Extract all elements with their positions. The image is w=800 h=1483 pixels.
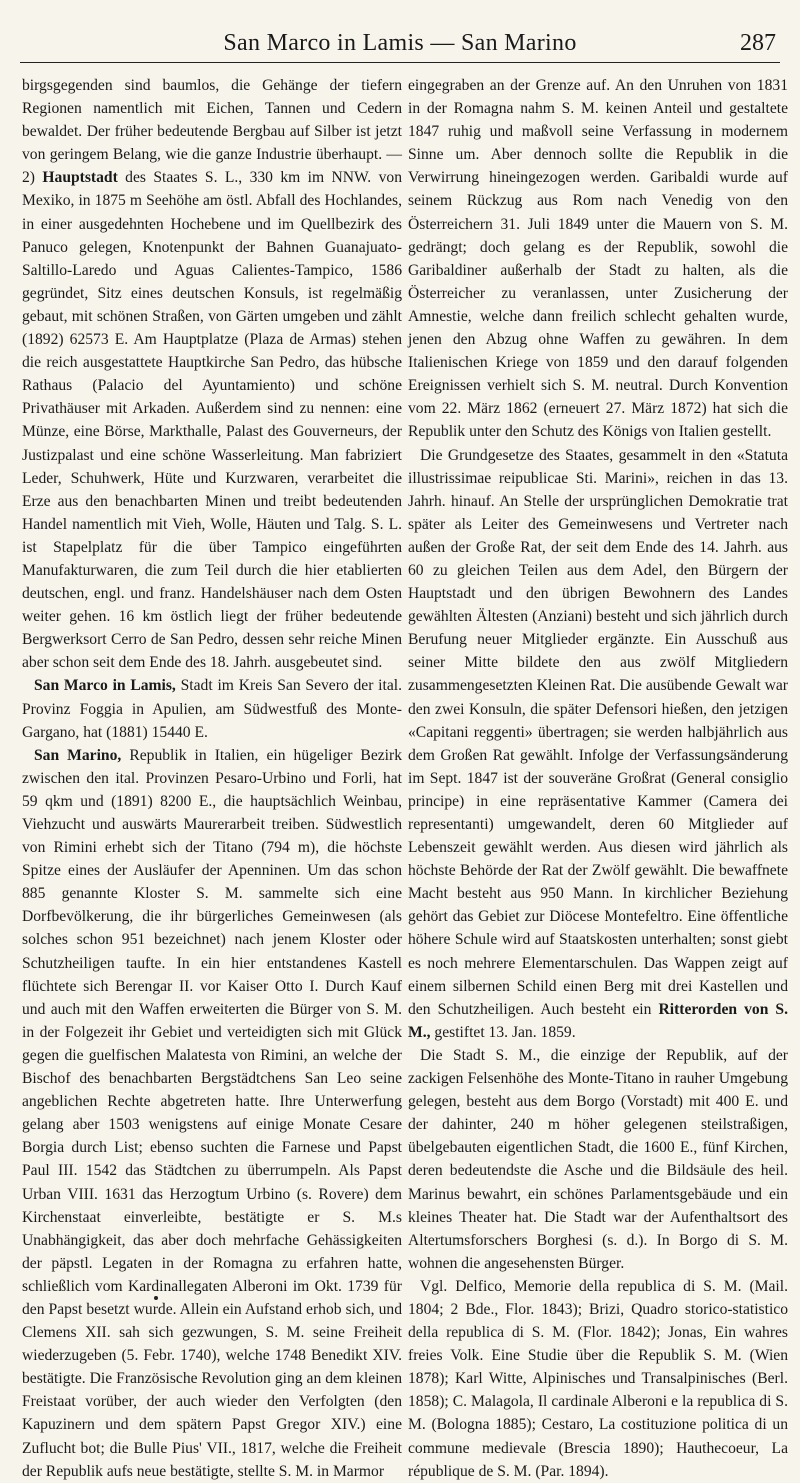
paragraph-text: Die Grundgesetze des Staates, gesammelt in den «Statuta illustrissimae reipublicae Sti. Marini», reichen in das 13. Jahrh. hinauf. An Stelle der ursprünglichen Demokratie trat später als Leiter des Gemeinwesens und Vertreter nach außen der Große Rat, der seit dem Ende des 14. Jahrh. aus 60 zu gleichen Teilen aus dem Adel, den Bürgern der Hauptstadt und den übrigen Bewohnern des Landes gewählten Ältesten (Anziani) besteht und sich jährlich durch Berufung neuer Mitglieder ergänzte. Ein Ausschuß aus seiner Mitte bildete den aus zwölf Mitgliedern zusammengesetzten Kleinen Rat. Die ausübende Gewalt war den zwei Konsuln, die später Defensori hießen, den jetzigen «Capitani reggenti» übertragen; sie werden halbjährlich aus dem Großen Rat gewählt. Infolge der Verfassungsänderung im Sept. 1847 ist der souveräne Großrat (General consiglio principe) in eine repräsentative Kammer (Camera dei representanti) umgewandelt, deren 60 Mitglieder auf Lebenszeit gewählt werden. Aus diesen wird jährlich als höchste Behörde der Rat der Zwölf gewählt. Die bewaffnete Macht besteht aus 950 Mann. In kirchlicher Beziehung gehört das Gebiet zur Diöcese Montefeltro. Eine öffentliche höhere Schule wird auf Staatskosten unterhalten; sonst giebt es noch mehrere Elementarschulen. Das Wappen zeigt auf einem silbernen Schild einen Berg mit drei Kastellen und den Schutzheiligen. Auch besteht ein <box>408 446 788 1018</box>
paragraph <box>408 1044 788 1275</box>
paragraph-text: birgsgegenden sind baumlos, die Gehänge der tiefern Regionen namentlich mit Eichen, Tannen und Cedern bewaldet. Der früher bedeutende Bergbau auf Silber ist jetzt von geringem Belang, wie die ganze Industrie überhaupt. — 2) <box>22 77 402 187</box>
paragraph-text: gestiftet 13. Jan. 1859. <box>434 1023 576 1041</box>
entry-san-marino <box>22 744 402 1483</box>
entry-text: Republik in Italien, ein hügeliger Bezirk zwischen den ital. Provinzen Pesaro-Urbino und Forli, hat 59 qkm und (1891) 8200 E., die hauptsächlich Weinbau, Viehzucht und auswärts Maurerarbeit treiben. Südwestlich von Rimini erhebt sich der Titano (794 m), die höchste Spitze eines der Ausläufer der Apenninen. Um das schon 885 genannte Kloster S. M. sammelte sich eine Dorfbevölkerung, die ihr bürgerliches Gemeinwesen (als solches schon 951 bezeichnet) nach jenem Kloster oder Schutzheiligen taufte. In ein hier entstandenes Kastell flüchtete sich Berengar II. vor Kaiser Otto I. Durch Kauf und auch mit den Waffen erweiterten die Bürger von S. M. in der Folgezeit ihr Gebiet und verteidigten sich mit Glück gegen die guelfischen Malatesta von Rimini, an welche der Bischof des benachbarten Bergstädtchens San Leo seine angeblichen Rechte abgetreten hatte. Ihre Unterwerfung gelang aber 1503 wenigstens auf einige Monate Cesare Borgia durch List; ebenso suchten die Farnese und Papst Paul III. 1542 das Städtchen zu überrumpeln. Als Papst Urban VIII. 1631 das Herzogtum Urbino (s. Rovere) dem Kirchenstaat einverleibte, bestätigte er S. M.s Unabhängigkeit, das aber doch mehrfache Gehässigkeiten der päpstl. Legaten in der Romagna zu erfahren hatte, schließlich vom Kardinallegaten Alberoni im Okt. 1739 für den Papst besetzt wurde. Allein ein Aufstand erhob sich, und Clemens XII. sah sich gezwungen, S. M. seine Freiheit wiederzugeben (5. Febr. 1740), welche 1748 Benedikt XIV. bestätigte. Die Französische Revolution ging an dem kleinen Freistaat vorüber, der auch wieder den Verfolgten (den Kapuzinern und dem spätern Papst Gregor XIV.) eine Zuflucht bot; die Bulle Pius' VII., 1817, welche die Freiheit der Republik aufs neue bestätigte, stellte S. M. in Marmor <box>22 746 402 1480</box>
entry-headword: San Marco in Lamis, <box>34 677 176 695</box>
print-mark <box>154 1296 158 1300</box>
entry-headword: San Marino, <box>34 746 122 764</box>
paragraph-text: eingegraben an der Grenze auf. An den Unruhen von 1831 in der Romagna nahm S. M. keinen Anteil und gestaltete 1847 ruhig und maßvoll seine Verfassung in modernem Sinne um. Aber dennoch sollte die Republik in die Verwirrung hineingezogen werden. Garibaldi wurde auf seinem Rückzug aus Rom nach Venedig von den Österreichern 31. Juli 1849 unter die Mauern von S. M. gedrängt; doch gelang es der Republik, sowohl die Garibaldiner außerhalb der Stadt zu halten, als die Österreicher zu veranlassen, unter Zusicherung der Amnestie, welche dann freilich schlecht gehalten wurde, jenen den Abzug ohne Waffen zu gewähren. In dem Italienischen Kriege von 1859 und den darauf folgenden Ereignissen verhielt sich S. M. neutral. Durch Konvention vom 22. März 1862 (erneuert 27. März 1872) hat sich die Republik unter den Schutz des Königs von Italien gestellt. <box>408 77 788 441</box>
page-number: 287 <box>740 30 776 56</box>
subheading: Ritterorden von S. M., <box>408 1000 788 1041</box>
running-title: San Marco in Lamis — San Marino <box>223 30 577 56</box>
paragraph <box>408 74 788 444</box>
entry-san-marco <box>22 674 402 743</box>
left-column <box>22 74 402 1483</box>
paragraph <box>22 74 402 674</box>
paragraph-text: des Staates S. L., 330 km im NNW. von Mexiko, in 1875 m Seehöhe am östl. Abfall des Hochlandes, in einer ausgedehnten Hochebene und im Quellbezirk des Panuco gelegen, Knotenpunkt der Bahnen Guanajuato-Saltillo-Laredo und Aguas Calientes-Tampico, 1586 gegründet, Sitz eines deutschen Konsuls, ist regelmäßig gebaut, mit schönen Straßen, von Gärten umgeben und zählt (1892) 62573 E. Am Hauptplatze (Plaza de Armas) stehen die reich ausgestattete Hauptkirche San Pedro, das hübsche Rathaus (Palacio del Ayuntamiento) und schöne Privathäuser mit Arkaden. Außerdem sind zu nennen: eine Münze, eine Börse, Markthalle, Palast des Gouverneurs, der Justizpalast und eine schöne Wasserleitung. Man fabriziert Leder, Schuhwerk, Hüte und Kurzwaren, verarbeitet die Erze aus den benachbarten Minen und treibt bedeutenden Handel namentlich mit Vieh, Wolle, Häuten und Talg. S. L. ist Stapelplatz für die über Tampico eingeführten Manufakturwaren, die zum Teil durch die hier etablierten deutschen, engl. und franz. Handelshäuser nach dem Osten weiter gehen. 16 km östlich liegt der früher bedeutende Bergwerksort Cerro de San Pedro, dessen sehr reiche Minen aber schon seit dem Ende des 18. Jahrh. ausgebeutet sind. <box>22 169 402 672</box>
subheading: Hauptstadt <box>42 169 118 187</box>
bibliography <box>408 1275 788 1483</box>
paragraph <box>408 444 788 1044</box>
bibliography-text: Vgl. Delfico, Memorie della republica di S. M. (Mail. 1804; 2 Bde., Flor. 1843); Brizi, Quadro storico-statistico della republica di S. M. (Flor. 1842); Jonas, Ein wahres freies Volk. Eine Studie über die Republik S. M. (Wien 1878); Karl Witte, Alpinisches und Transalpinisches (Berl. 1858); C. Malagola, Il cardinale Alberoni e la republica di S. M. (Bologna 1885); Cestaro, La costituzione politica di un commune medievale (Brescia 1890); Hauthecoeur, La république de S. M. (Par. 1894). <box>408 1277 788 1480</box>
right-column <box>408 74 788 1483</box>
page-header <box>20 28 780 63</box>
entry-text: Stadt im Kreis San Severo der ital. Provinz Foggia in Apulien, am Südwestfuß des Monte-Gargano, hat (1881) 15440 E. <box>22 677 402 741</box>
paragraph-text: Die Stadt S. M., die einzige der Republik, auf der zackigen Felsenhöhe des Monte-Titano in rauher Umgebung gelegen, besteht aus dem Borgo (Vorstadt) mit 400 E. und der dahinter, 240 m höher gelegenen steilstraßigen, übelgebauten eigentlichen Stadt, die 1600 E., fünf Kirchen, deren bedeutendste die Asche und die Bildsäule des heil. Marinus bewahrt, ein schönes Parlamentsgebäude und ein kleines Theater hat. Die Stadt war der Aufenthaltsort des Altertumsforschers Borghesi (s. d.). In Borgo di S. M. wohnen die angesehensten Bürger. <box>408 1046 788 1272</box>
